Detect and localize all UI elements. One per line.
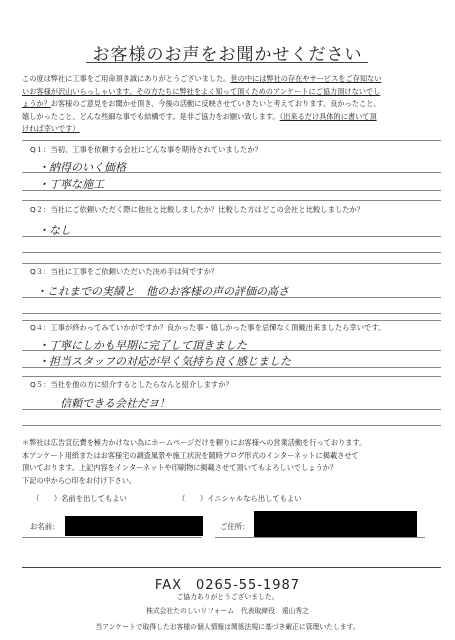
thanks-text: ご協力ありがとうございました。 xyxy=(176,593,279,601)
note-2: 本アンケート用紙またはお客様宅の調査風景や施工状況を随時ブログ形式のインターネットに掲載させて xyxy=(22,450,359,460)
intro-highlight-4: （出来るだけ具体的に書いて頂 xyxy=(279,111,377,121)
footer-divider xyxy=(22,567,441,568)
name-label: お名前： xyxy=(30,522,60,531)
section-divider xyxy=(22,376,441,377)
address-label: ご住所： xyxy=(220,522,250,531)
note-4: 下記の中から○印をお付け下さい。 xyxy=(22,475,137,485)
note-3: 頂いております。上記内容をインターネットや印刷物に掲載させて頂いてもよろしいでしょうか？ xyxy=(22,463,338,472)
answer-line xyxy=(22,313,441,314)
answer-line xyxy=(22,367,441,368)
question-4: Q４：工事が終わってみていかがですか？良かった事・嬉しかった事を忌憚なく頂戴出来ましたら幸いです。 xyxy=(30,323,386,332)
answer-3-1: ・これまでの実績と 他のお客様の声の評価の高さ xyxy=(36,285,289,298)
company-text: 株式会社たのしいリフォーム 代表取締役 遠山秀之 xyxy=(146,607,309,615)
answer-line xyxy=(22,236,441,237)
section-divider xyxy=(22,140,441,141)
fax-number: FAX 0265-55-1987 xyxy=(154,578,301,593)
question-2: Q２：当社にご依頼いただく際に他社と比較しましたか？比較した方はどこの会社と比較しましたか？ xyxy=(30,205,365,214)
question-5: Q５：当社を他の方に紹介するとしたらなんと紹介しますか？ xyxy=(30,380,233,389)
intro-text xyxy=(22,73,436,136)
answer-line xyxy=(22,409,441,410)
answer-line xyxy=(22,252,441,253)
name-underline xyxy=(22,537,202,538)
intro-highlight-3: ょうか？ xyxy=(22,99,51,108)
title-underline xyxy=(86,62,368,63)
consent-notes xyxy=(22,437,442,487)
answer-1-1: ・納得のいく価格 xyxy=(38,161,126,174)
answer-line xyxy=(22,190,441,191)
intro-text-1: この度は弊社に工事をご用命頂き誠にありがとうございました。 xyxy=(22,74,231,83)
intro-highlight-1: 世の中には弊社の存在やサービスをご存知ない xyxy=(230,74,382,83)
option-name-ok[interactable]: （ ）名前を出してもよい xyxy=(32,494,127,503)
section-divider xyxy=(22,200,441,201)
question-3: Q３：当社に工事をご依頼いただいた決め手は何ですか？ xyxy=(30,267,219,276)
name-redaction xyxy=(65,516,203,536)
question-1: Q１：当初、工事を依頼する会社にどんな事を期待されていましたか？ xyxy=(30,145,262,154)
intro-text-4: 嬉しかったこと、どんな些細な事でも結構です。是非ご協力をお願い致します。 xyxy=(22,111,280,121)
option-initials-ok[interactable]: （ ）イニシャルなら出してもよい xyxy=(178,494,302,503)
answer-4-1: ・丁寧にしかも早期に完了して頂きました xyxy=(38,339,247,352)
address-underline xyxy=(215,537,425,538)
intro-highlight-2: いお客様が沢山いらっしゃいます。その方たちに弊社をよく知って頂くためのアンケートにご協力頂けないでし xyxy=(22,86,381,96)
section-divider xyxy=(22,320,441,321)
answer-line xyxy=(22,425,441,426)
intro-text-3: お客様のご意見をお聞かせ頂き、今後の活動に反映させていきたいと考えております。良かったこと、 xyxy=(50,99,381,108)
address-redaction xyxy=(254,511,417,537)
privacy-text: 当アンケートで取得したお客様の個人情報は関係法規に基づき厳正に管理いたします。 xyxy=(95,623,360,631)
answer-2-1: ・なし xyxy=(38,224,71,237)
intro-highlight-5: ければ幸いです） xyxy=(22,124,80,133)
page-title: お客様のお声をお聞かせください xyxy=(92,45,363,65)
answer-5-1: 信頼できる会社だヨ！ xyxy=(60,397,170,410)
answer-1-2: ・丁寧な施工 xyxy=(38,178,104,191)
answer-line xyxy=(22,172,441,173)
answer-line xyxy=(22,297,441,298)
answer-4-2: ・担当スタッフの対応が早く気持ち良く感じました xyxy=(38,355,291,368)
section-divider xyxy=(22,263,441,264)
note-1: ＊弊社は広告宣伝費を極力かけない為にホームページだけを頼りにお客様への営業活動を行っております。 xyxy=(22,438,367,447)
answer-line xyxy=(22,350,441,351)
